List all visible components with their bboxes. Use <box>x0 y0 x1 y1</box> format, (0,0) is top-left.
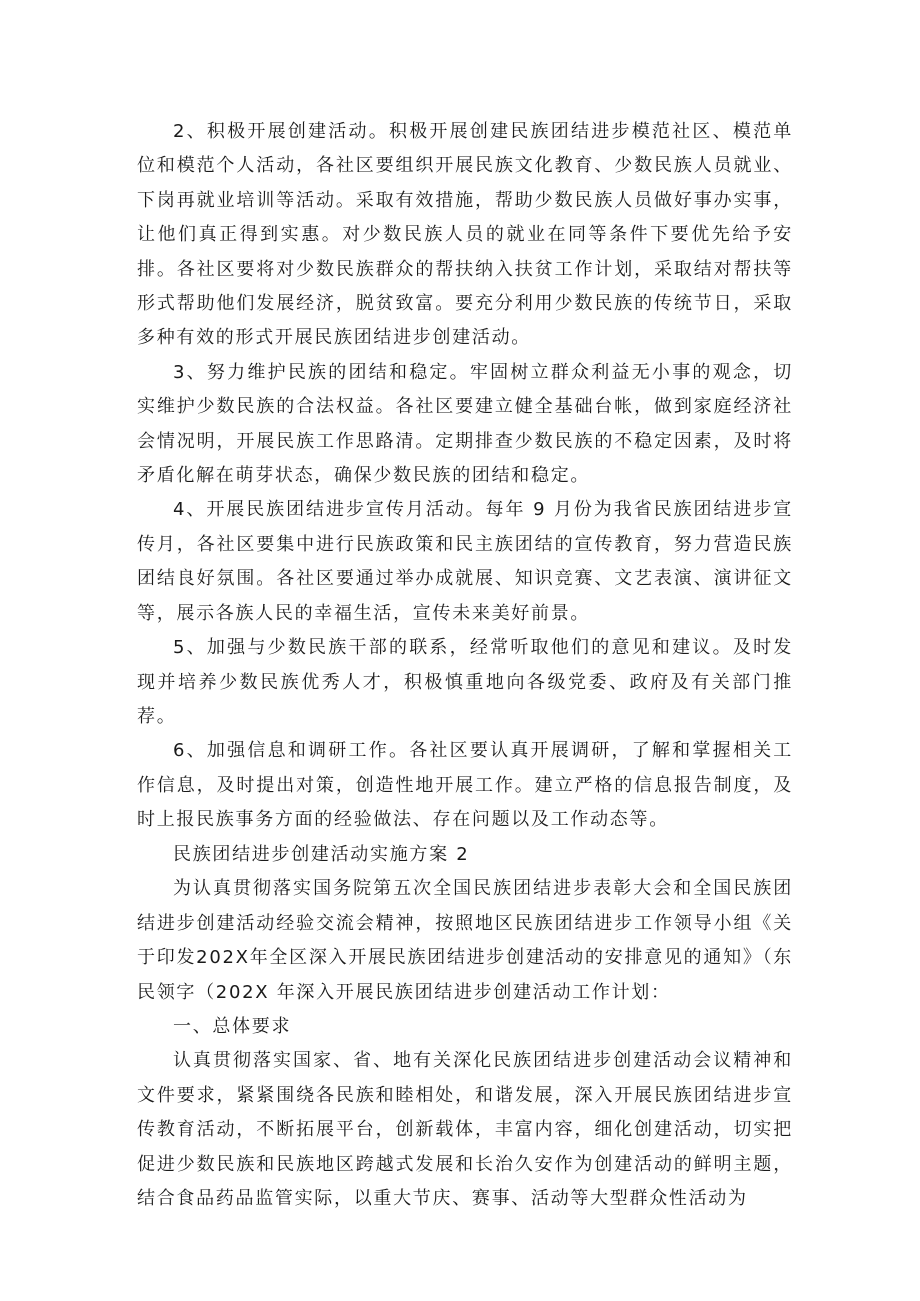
intro-paragraph: 为认真贯彻落实国务院第五次全国民族团结进步表彰大会和全国民族团结进步创建活动经验交流会精神，按照地区民族团结进步工作领导小组《关于印发202X年全区深入开展民族团结进步创建活动的安排意见的通知》（东民领字（202X 年深入开展民族团结进步创建活动工作计划： <box>137 878 793 1003</box>
paragraph-item-4: 4、开展民族团结进步宣传月活动。每年 9 月份为我省民族团结进步宣传月，各社区要集中进行民族政策和民主族团结的宣传教育，努力营造民族团结良好氛围。各社区要通过举办成就展、知识竞赛、文艺表演、演讲征文等，展示各族人民的幸福生活，宣传未来美好前景。 <box>137 499 793 624</box>
paragraph-item-3: 3、努力维护民族的团结和稳定。牢固树立群众利益无小事的观念，切实维护少数民族的合法权益。各社区要建立健全基础台帐，做到家庭经济社会情况明，开展民族工作思路清。定期排查少数民族的不稳定因素，及时将矛盾化解在萌芽状态，确保少数民族的团结和稳定。 <box>137 361 793 487</box>
paragraph-item-6: 6、加强信息和调研工作。各社区要认真开展调研，了解和掌握相关工作信息，及时提出对策，创造性地开展工作。建立严格的信息报告制度，及时上报民族事务方面的经验做法、存在问题以及工作动态等。 <box>137 740 793 831</box>
section-2 <box>137 838 793 1216</box>
section-title: 民族团结进步创建活动实施方案 2 <box>173 844 470 865</box>
paragraph-item-2: 2、积极开展创建活动。积极开展创建民族团结进步模范社区、模范单位和模范个人活动，各社区要组织开展民族文化教育、少数民族人员就业、下岗再就业培训等活动。采取有效措施，帮助少数民族人员做好事办实事，让他们真正得到实惠。对少数民族人员的就业在同等条件下要优先给予安排。各社区要将对少数民族群众的帮扶纳入扶贫工作计划，采取结对帮扶等形式帮助他们发展经济，脱贫致富。要充分利用少数民族的传统节日，采取多种有效的形式开展民族团结进步创建活动。 <box>137 121 793 349</box>
section-1 <box>137 115 793 838</box>
body-paragraph: 认真贯彻落实国家、省、地有关深化民族团结进步创建活动会议精神和文件要求，紧紧围绕各民族和睦相处，和谐发展，深入开展民族团结进步宣传教育活动，不断拓展平台，创新载体，丰富内容，细化创建活动，切实把促进少数民族和民族地区跨越式发展和长治久安作为创建活动的鲜明主题，结合食品药品监管实际，以重大节庆、赛事、活动等大型群众性活动为 <box>137 1050 793 1210</box>
section-heading: 一、总体要求 <box>173 1016 292 1038</box>
paragraph-item-5: 5、加强与少数民族干部的联系，经常听取他们的意见和建议。及时发现并培养少数民族优秀人才，积极慎重地向各级党委、政府及有关部门推荐。 <box>137 637 793 727</box>
